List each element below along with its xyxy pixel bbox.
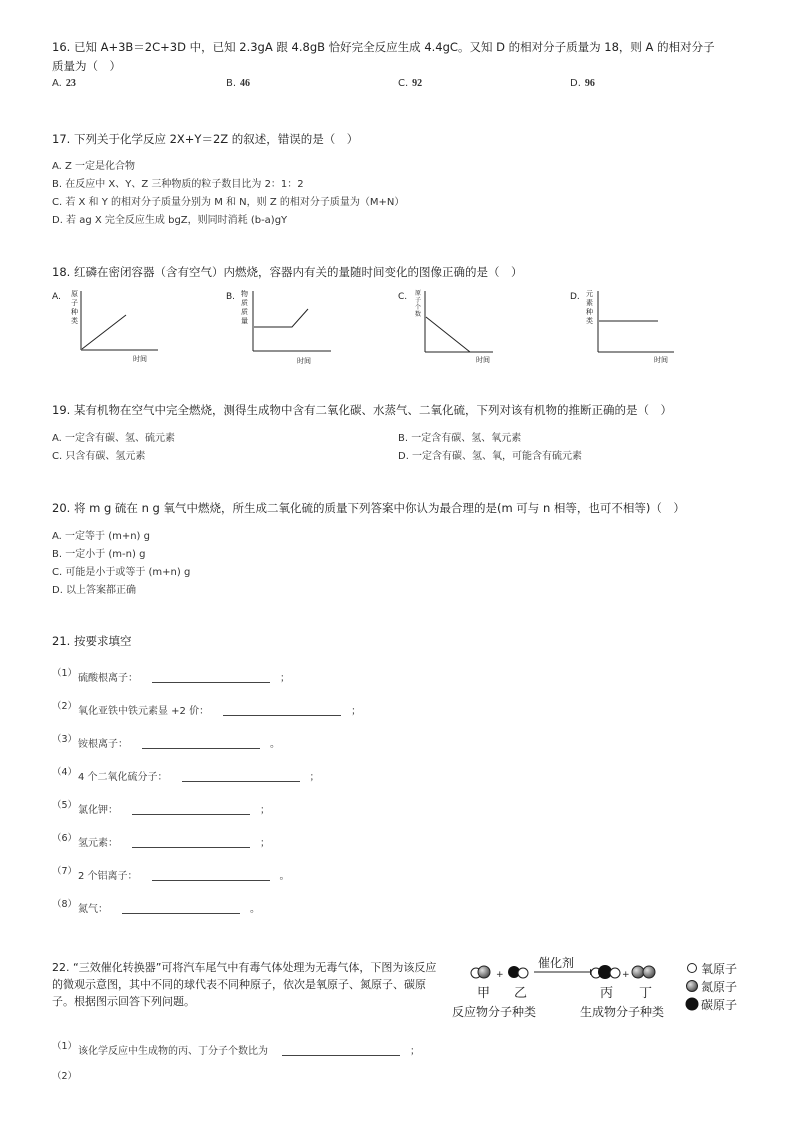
q20-option-d[interactable]: D. 以上答案都正确 bbox=[52, 585, 137, 596]
x-axis-label: 时间 bbox=[654, 356, 668, 364]
item-number: （4） bbox=[52, 767, 78, 778]
q22-reaction-diagram bbox=[450, 956, 750, 1029]
nitrogen-atom bbox=[632, 966, 644, 978]
q16-option-c[interactable] bbox=[398, 78, 422, 89]
q19-stem: 19. 某有机物在空气中完全燃烧，测得生成物中含有二氧化碳、水蒸气、二氧化硫，下列对该有机物的推断正确的是（ ） bbox=[52, 403, 672, 417]
oxygen-atom bbox=[610, 968, 620, 978]
answer-blank[interactable] bbox=[223, 705, 341, 716]
answer-blank[interactable] bbox=[282, 1045, 400, 1056]
item-number: （3） bbox=[52, 734, 78, 745]
item-end: ； bbox=[309, 772, 320, 783]
nitrogen-atom bbox=[478, 966, 490, 978]
y-axis-label-char: 子 bbox=[415, 297, 422, 304]
item-number: （7） bbox=[52, 866, 78, 877]
q18-stem: 18. 红磷在密闭容器（含有空气）内燃烧，容器内有关的量随时间变化的图像正确的是（ ） bbox=[52, 265, 523, 279]
y-axis-label-char: 质 bbox=[241, 308, 248, 316]
y-axis-label-char: 数 bbox=[415, 311, 422, 318]
q21-item-8 bbox=[52, 896, 260, 915]
q19-option-d[interactable]: D. 一定含有碳、氢、氧，可能含有硫元素 bbox=[398, 451, 583, 462]
answer-blank[interactable] bbox=[122, 903, 240, 914]
q21-item-3 bbox=[52, 731, 280, 750]
option-value: 92 bbox=[412, 78, 423, 89]
q16-option-a[interactable] bbox=[52, 78, 76, 89]
q17-option-a[interactable]: A. Z 一定是化合物 bbox=[52, 161, 136, 172]
y-axis-label-char: 元 bbox=[586, 290, 593, 298]
y-axis-label-char: 类 bbox=[586, 317, 593, 325]
plus-sign: + bbox=[622, 970, 630, 980]
answer-blank[interactable] bbox=[152, 672, 270, 683]
answer-blank[interactable] bbox=[142, 738, 260, 749]
q19-option-b[interactable]: B. 一定含有碳、氢、氧元素 bbox=[398, 433, 522, 444]
q22-sub-1 bbox=[52, 1038, 420, 1057]
q19-option-a[interactable]: A. 一定含有碳、氢、硫元素 bbox=[52, 433, 176, 444]
q20-option-b[interactable]: B. 一定小于 (m-n) g bbox=[52, 549, 146, 560]
oxygen-legend-icon bbox=[688, 964, 697, 973]
y-axis-label-char: 种 bbox=[71, 308, 78, 316]
item-prompt: 该化学反应中生成物的丙、丁分子个数比为 bbox=[78, 1046, 268, 1057]
item-end: ； bbox=[260, 838, 270, 849]
product-caption: 生成物分子种类 bbox=[580, 1005, 665, 1019]
item-prompt: 氯化钾： bbox=[78, 805, 118, 816]
option-label: C. bbox=[398, 292, 408, 302]
y-axis-label-char: 原 bbox=[415, 290, 422, 297]
option-label: B. bbox=[226, 292, 236, 302]
item-prompt: 4 个二氧化硫分子： bbox=[78, 772, 168, 783]
q19-option-c[interactable]: C. 只含有碳、氢元素 bbox=[52, 451, 146, 462]
q20-stem: 20. 将 m g 硫在 n g 氧气中燃烧，所生成二氧化硫的质量下列答案中你认为最合理的是(m 可与 n 相等，也可不相等)（ ） bbox=[52, 501, 685, 515]
q18-chart-a[interactable] bbox=[52, 287, 162, 370]
catalyst-label: 催化剂 bbox=[538, 956, 575, 970]
plus-sign: + bbox=[496, 970, 504, 980]
label-jia: 甲 bbox=[477, 986, 491, 1001]
q20-option-c[interactable]: C. 可能是小于或等于 (m+n) g bbox=[52, 567, 191, 578]
q17-option-b[interactable]: B. 在反应中 X、Y、Z 三种物质的粒子数目比为 2：1：2 bbox=[52, 179, 304, 190]
item-number: （2） bbox=[52, 1071, 78, 1082]
legend-nitrogen: 氮原子 bbox=[701, 980, 738, 994]
item-end: ； bbox=[410, 1046, 420, 1057]
item-prompt: 硫酸根离子： bbox=[78, 673, 138, 684]
item-end: 。 bbox=[250, 904, 260, 915]
q18-chart-b[interactable] bbox=[226, 287, 336, 372]
q16-option-b[interactable] bbox=[226, 78, 250, 89]
y-axis-label-char: 类 bbox=[71, 317, 78, 325]
y-axis-label-char: 质 bbox=[241, 299, 248, 307]
option-label: A. bbox=[52, 292, 61, 302]
option-value: 46 bbox=[240, 78, 251, 89]
nitrogen-atom bbox=[643, 966, 655, 978]
x-axis-label: 时间 bbox=[133, 355, 147, 363]
item-number: （8） bbox=[52, 899, 78, 910]
x-axis-label: 时间 bbox=[476, 356, 490, 364]
q16-stem: 16. 已知 A+3B＝2C+3D 中，已知 2.3gA 跟 4.8gB 恰好完全反应生成 4.4gC。又知 D 的相对分子质量为 18，则 A 的相对分子 bbox=[52, 40, 715, 54]
q20-option-a[interactable]: A. 一定等于 (m+n) g bbox=[52, 531, 150, 542]
item-end: ； bbox=[280, 673, 290, 684]
q21-item-1 bbox=[52, 665, 290, 684]
q17-option-c[interactable]: C. 若 X 和 Y 的相对分子质量分别为 M 和 N，则 Z 的相对分子质量为（M+N） bbox=[52, 197, 405, 208]
option-label: A. bbox=[52, 78, 62, 89]
oxygen-atom bbox=[518, 968, 528, 978]
q21-item-2 bbox=[52, 698, 361, 717]
item-number: （6） bbox=[52, 833, 78, 844]
q21-item-6 bbox=[52, 830, 270, 849]
q21-item-5 bbox=[52, 797, 270, 816]
y-axis-label-char: 种 bbox=[586, 308, 593, 316]
item-number: （2） bbox=[52, 701, 78, 712]
y-axis-label-char: 原 bbox=[71, 290, 78, 298]
legend-oxygen: 氧原子 bbox=[701, 962, 738, 976]
y-axis-label-char: 个 bbox=[415, 304, 422, 311]
item-number: （1） bbox=[52, 1041, 78, 1052]
q18-chart-c[interactable] bbox=[398, 287, 508, 372]
item-end: ； bbox=[260, 805, 270, 816]
nitrogen-legend-icon bbox=[687, 981, 698, 992]
curve bbox=[426, 317, 470, 352]
label-yi: 乙 bbox=[514, 986, 528, 1001]
q21-stem: 21. 按要求填空 bbox=[52, 634, 132, 648]
option-label: D. bbox=[570, 78, 581, 89]
option-label: D. bbox=[570, 292, 580, 302]
answer-blank[interactable] bbox=[182, 771, 300, 782]
label-ding: 丁 bbox=[639, 986, 653, 1001]
reactant-caption: 反应物分子种类 bbox=[452, 1005, 537, 1019]
item-end: 。 bbox=[270, 739, 280, 750]
q17-option-d[interactable]: D. 若 ag X 完全反应生成 bgZ，则同时消耗 (b-a)gY bbox=[52, 215, 288, 226]
item-prompt: 2 个铝离子： bbox=[78, 871, 138, 882]
q18-chart-d[interactable] bbox=[570, 287, 680, 372]
answer-blank[interactable] bbox=[132, 804, 250, 815]
x-axis-label: 时间 bbox=[297, 357, 311, 365]
item-number: （1） bbox=[52, 668, 78, 679]
curve bbox=[82, 315, 126, 349]
item-prompt: 氢元素： bbox=[78, 838, 118, 849]
y-axis-label-char: 子 bbox=[71, 299, 78, 307]
option-label: B. bbox=[226, 78, 237, 89]
option-label: C. bbox=[398, 78, 409, 89]
item-prompt: 铵根离子： bbox=[78, 739, 128, 750]
item-end: 。 bbox=[279, 871, 290, 882]
y-axis-label-char: 素 bbox=[586, 299, 593, 307]
answer-blank[interactable] bbox=[132, 837, 250, 848]
q16-option-d[interactable] bbox=[570, 78, 595, 89]
item-end: ； bbox=[351, 706, 362, 717]
item-prompt: 氮气： bbox=[78, 904, 108, 915]
curve bbox=[254, 309, 308, 327]
option-value: 23 bbox=[65, 78, 76, 89]
q21-item-4 bbox=[52, 764, 320, 783]
item-number: （5） bbox=[52, 800, 78, 811]
y-axis-label-char: 物 bbox=[241, 290, 248, 298]
option-value: 96 bbox=[584, 78, 595, 89]
label-bing: 丙 bbox=[600, 986, 614, 1001]
legend-carbon: 碳原子 bbox=[701, 998, 738, 1012]
q16-stem-cont: 质量为（ ） bbox=[52, 59, 121, 73]
q21-item-7 bbox=[52, 863, 290, 882]
q22-stem: 22. “三效催化转换器”可将汽车尾气中有毒气体处理为无毒气体，下图为该反应的微观示意图，其中不同的球代表不同种原子，依次是氧原子、氮原子、碳原子。根据图示回答下列问题。 bbox=[52, 961, 437, 1008]
answer-blank[interactable] bbox=[152, 870, 270, 881]
q17-stem: 17. 下列关于化学反应 2X+Y＝2Z 的叙述，错误的是（ ） bbox=[52, 132, 359, 146]
item-prompt: 氧化亚铁中铁元素显 +2 价： bbox=[78, 706, 210, 717]
q22-sub-2 bbox=[52, 1068, 78, 1087]
carbon-legend-icon bbox=[686, 998, 699, 1011]
y-axis-label-char: 量 bbox=[241, 317, 248, 325]
